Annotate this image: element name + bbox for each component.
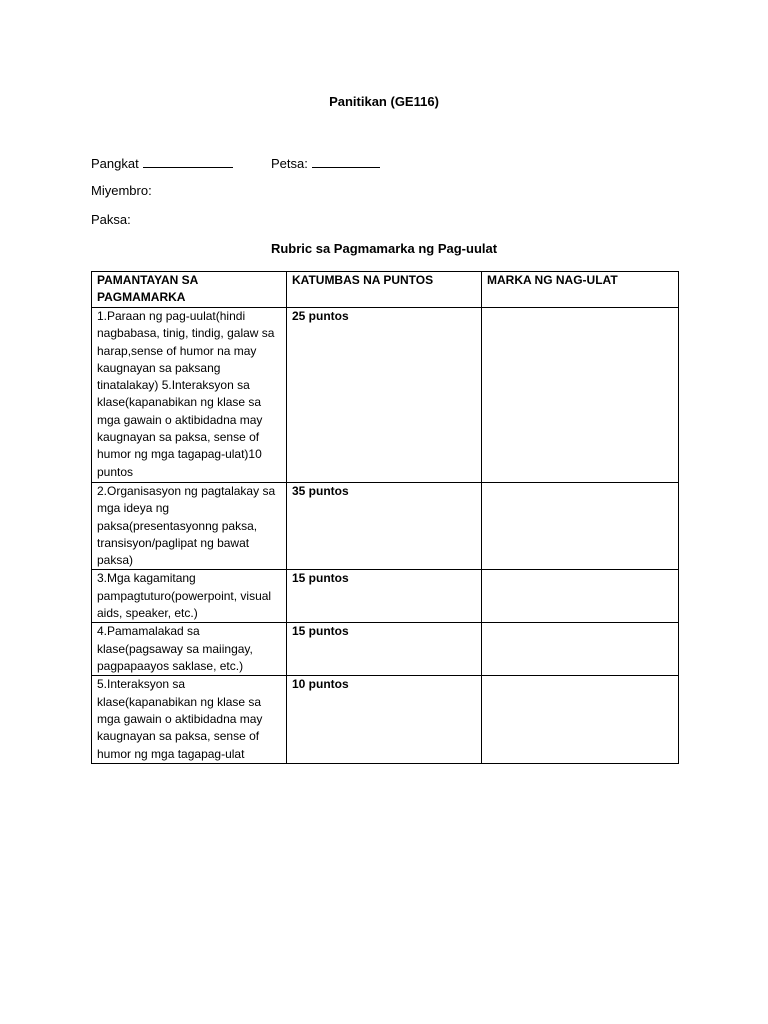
table-row [92,570,679,623]
document-title: Panitikan (GE116) [329,94,439,109]
paksa-field [91,212,131,227]
pangkat-label: Pangkat [91,156,139,171]
petsa-field [271,155,380,171]
petsa-label: Petsa: [271,156,308,171]
mark-cell [482,623,679,676]
criterion-cell: 3.Mga kagamitang pampagtuturo(powerpoint, visual aids, speaker, etc.) [92,570,287,623]
mark-cell [482,483,679,570]
points-cell: 15 puntos [287,570,482,623]
table-row [92,308,679,483]
table-header-row [92,272,679,308]
criterion-cell: 1.Paraan ng pag-uulat(hindi nagbabasa, tinig, tindig, galaw sa harap,sense of humor na may kaugnayan sa paksang tinatalakay) 5.Interaksyon sa klase(kapanabikan ng klase sa mga gawain o aktibidadna may kaugnayan sa paksa, sense of humor ng mga tagapag-ulat)10 puntos [92,308,287,483]
header-pamantayan: PAMANTAYAN SA PAGMAMARKA [92,272,287,308]
header-marka-ng-nag-ulat: MARKA NG NAG-ULAT [482,272,679,308]
mark-cell [482,676,679,763]
mark-cell [482,308,679,483]
header-katumbas-na-puntos: KATUMBAS NA PUNTOS [287,272,482,308]
criterion-cell: 2.Organisasyon ng pagtalakay sa mga ideya ng paksa(presentasyonng paksa, transisyon/paglipat ng bawat paksa) [92,483,287,570]
pangkat-blank-line [143,155,233,168]
table-row [92,623,679,676]
paksa-label: Paksa: [91,212,131,227]
table-row [92,483,679,570]
table-row [92,676,679,763]
points-cell: 25 puntos [287,308,482,483]
rubric-title: Rubric sa Pagmamarka ng Pag-uulat [270,241,498,256]
mark-cell [482,570,679,623]
miyembro-label: Miyembro: [91,183,152,198]
criterion-cell: 5.Interaksyon sa klase(kapanabikan ng klase sa mga gawain o aktibidadna may kaugnayan sa paksa, sense of humor ng mga tagapag-ulat [92,676,287,763]
criterion-cell: 4.Pamamalakad sa klase(pagsaway sa maiingay, pagpapaayos saklase, etc.) [92,623,287,676]
rubric-table [91,271,679,764]
petsa-blank-line [312,155,380,168]
pangkat-field [91,155,233,171]
points-cell: 35 puntos [287,483,482,570]
miyembro-field [91,183,152,198]
points-cell: 10 puntos [287,676,482,763]
points-cell: 15 puntos [287,623,482,676]
